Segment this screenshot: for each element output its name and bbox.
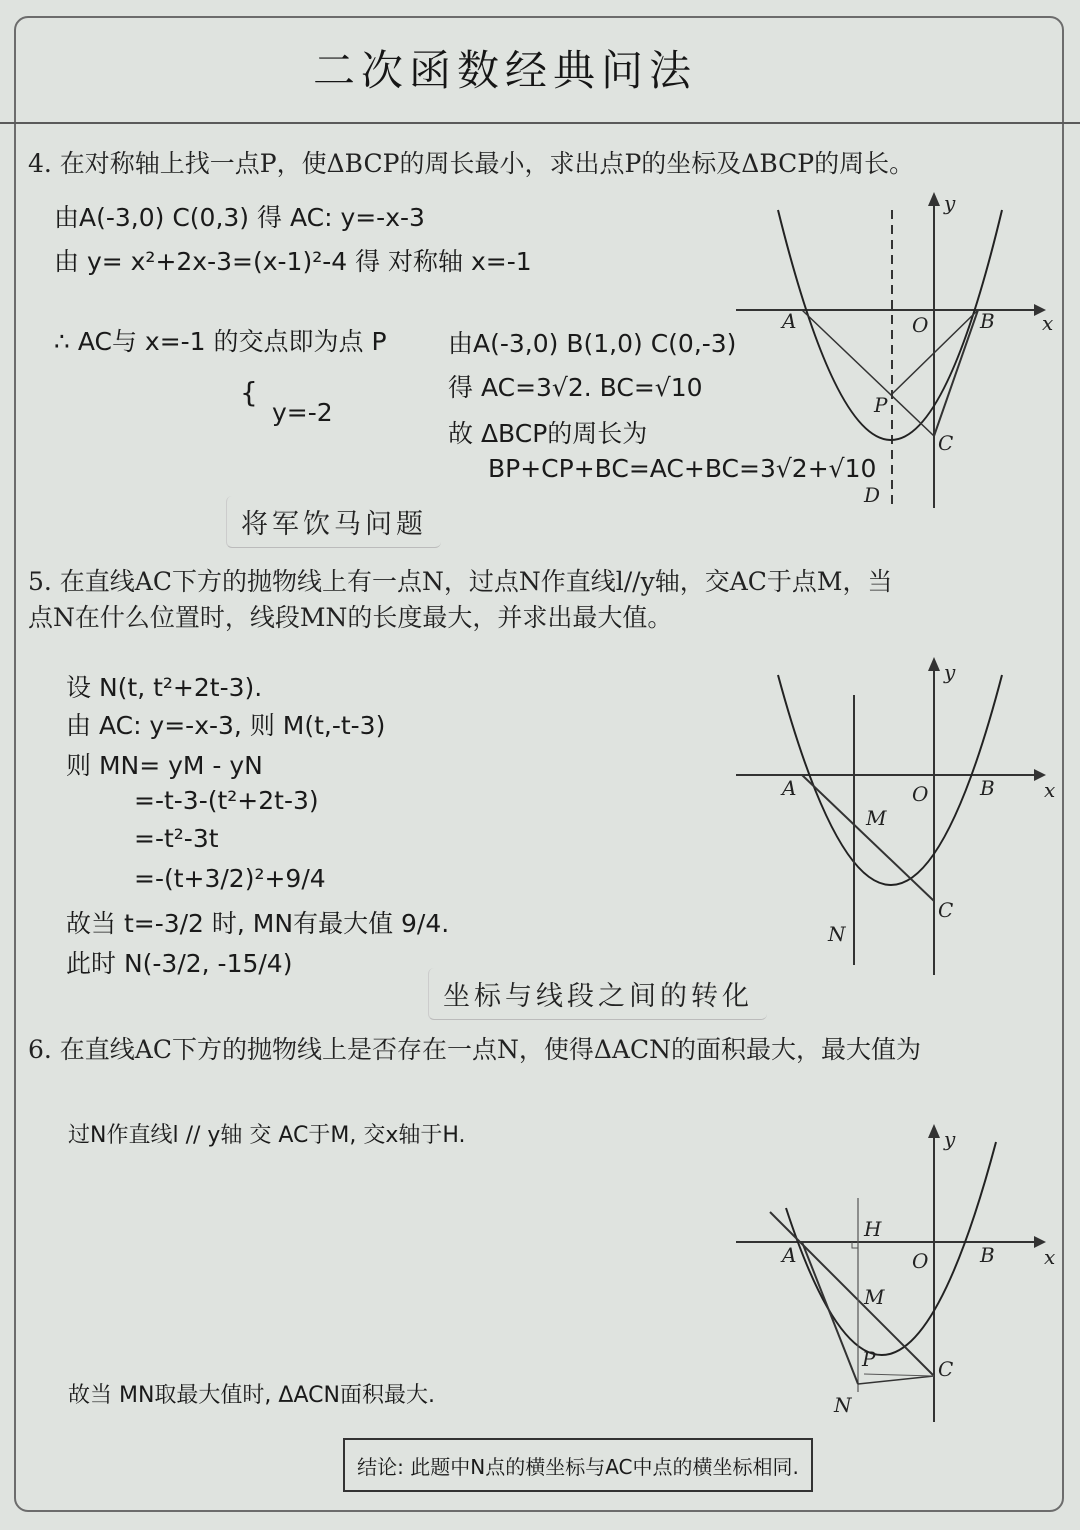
q6-s1: 过N作直线l // y轴 交 AC于M, 交x轴于H. — [68, 1123, 466, 1148]
q5-graph — [730, 655, 1060, 985]
parabola — [778, 210, 1002, 440]
label-A: A — [782, 776, 797, 800]
y-axis-arrow — [928, 657, 940, 671]
y-axis-arrow — [928, 192, 940, 206]
q5-s8: 此时 N(-3/2, -15/4) — [66, 949, 293, 978]
q5-question-line2: 点N在什么位置时，线段MN的长度最大，并求出最大值。 — [28, 603, 673, 632]
q4-line2: 由 y= x²+2x-3=(x-1)²-4 得 对称轴 x=-1 — [54, 247, 532, 276]
conclusion-text: 结论: 此题中N点的横坐标与AC中点的横坐标相同. — [357, 1454, 799, 1479]
label-O: O — [912, 313, 929, 337]
label-y: y — [944, 191, 956, 215]
label-y: y — [944, 1127, 956, 1151]
label-H: H — [864, 1217, 882, 1241]
q5-callout: 坐标与线段之间的转化 — [428, 968, 767, 1020]
label-x: x — [1042, 311, 1054, 335]
q5-s3: 则 MN= yM - yN — [66, 751, 263, 780]
q4-r1: 由A(-3,0) B(1,0) C(0,-3) — [448, 329, 737, 358]
line-AN — [802, 1242, 858, 1384]
label-C: C — [938, 1357, 954, 1381]
page-title: 二次函数经典问法 — [312, 46, 697, 95]
q4-system: y=-2 — [272, 398, 333, 427]
label-O: O — [912, 782, 929, 806]
parabola — [778, 675, 1002, 885]
label-C: C — [938, 431, 954, 455]
title-divider — [0, 122, 1080, 124]
q6-s2: 故当 MN取最大值时, ΔACN面积最大. — [68, 1383, 435, 1408]
label-x: x — [1044, 778, 1056, 802]
q5-s4: =-t-3-(t²+2t-3) — [134, 786, 319, 815]
line-NC — [858, 1376, 934, 1384]
q4-r3: 故 ΔBCP的周长为 — [448, 419, 648, 448]
label-A: A — [782, 309, 797, 333]
line-BC — [934, 310, 978, 436]
label-B: B — [980, 1243, 995, 1267]
q5-s6: =-(t+3/2)²+9/4 — [134, 864, 326, 893]
label-C: C — [938, 898, 954, 922]
q5-s7: 故当 t=-3/2 时, MN有最大值 9/4. — [66, 909, 450, 938]
label-B: B — [980, 776, 995, 800]
line-PC — [864, 1374, 934, 1376]
q5-s1: 设 N(t, t²+2t-3). — [66, 673, 263, 702]
q6-question: 6. 在直线AC下方的抛物线上是否存在一点N，使得ΔACN的面积最大，最大值为 — [28, 1035, 921, 1064]
q5-question-line1: 5. 在直线AC下方的抛物线上有一点N，过点N作直线l//y轴，交AC于点M，当 — [28, 567, 893, 596]
q4-callout: 将军饮马问题 — [226, 496, 441, 548]
q4-system-brace: { — [240, 376, 258, 409]
label-N: N — [834, 1393, 852, 1417]
label-M: M — [864, 1285, 885, 1309]
label-P: P — [874, 393, 888, 417]
label-M: M — [866, 806, 887, 830]
parabola — [786, 1142, 996, 1355]
line-AC — [770, 1212, 934, 1376]
label-A: A — [782, 1243, 797, 1267]
label-y: y — [944, 660, 956, 684]
label-x: x — [1044, 1245, 1056, 1269]
q4-r2: 得 AC=3√2. BC=√10 — [448, 373, 703, 402]
q4-r4: BP+CP+BC=AC+BC=3√2+√10 — [488, 454, 877, 483]
label-P: P — [862, 1347, 876, 1371]
label-D: D — [864, 483, 881, 507]
q6-graph — [730, 1122, 1060, 1432]
label-N: N — [828, 922, 846, 946]
label-B: B — [980, 309, 995, 333]
q4-line3: ∴ AC与 x=-1 的交点即为点 P — [54, 327, 387, 356]
q4-question: 4. 在对称轴上找一点P，使ΔBCP的周长最小，求出点P的坐标及ΔBCP的周长。 — [28, 149, 915, 178]
q5-s5: =-t²-3t — [134, 824, 219, 853]
q4-line1: 由A(-3,0) C(0,3) 得 AC: y=-x-3 — [54, 203, 425, 232]
q5-s2: 由 AC: y=-x-3, 则 M(t,-t-3) — [66, 711, 386, 740]
label-O: O — [912, 1249, 929, 1273]
y-axis-arrow — [928, 1124, 940, 1138]
conclusion-box — [343, 1438, 813, 1492]
q4-graph — [730, 190, 1060, 520]
